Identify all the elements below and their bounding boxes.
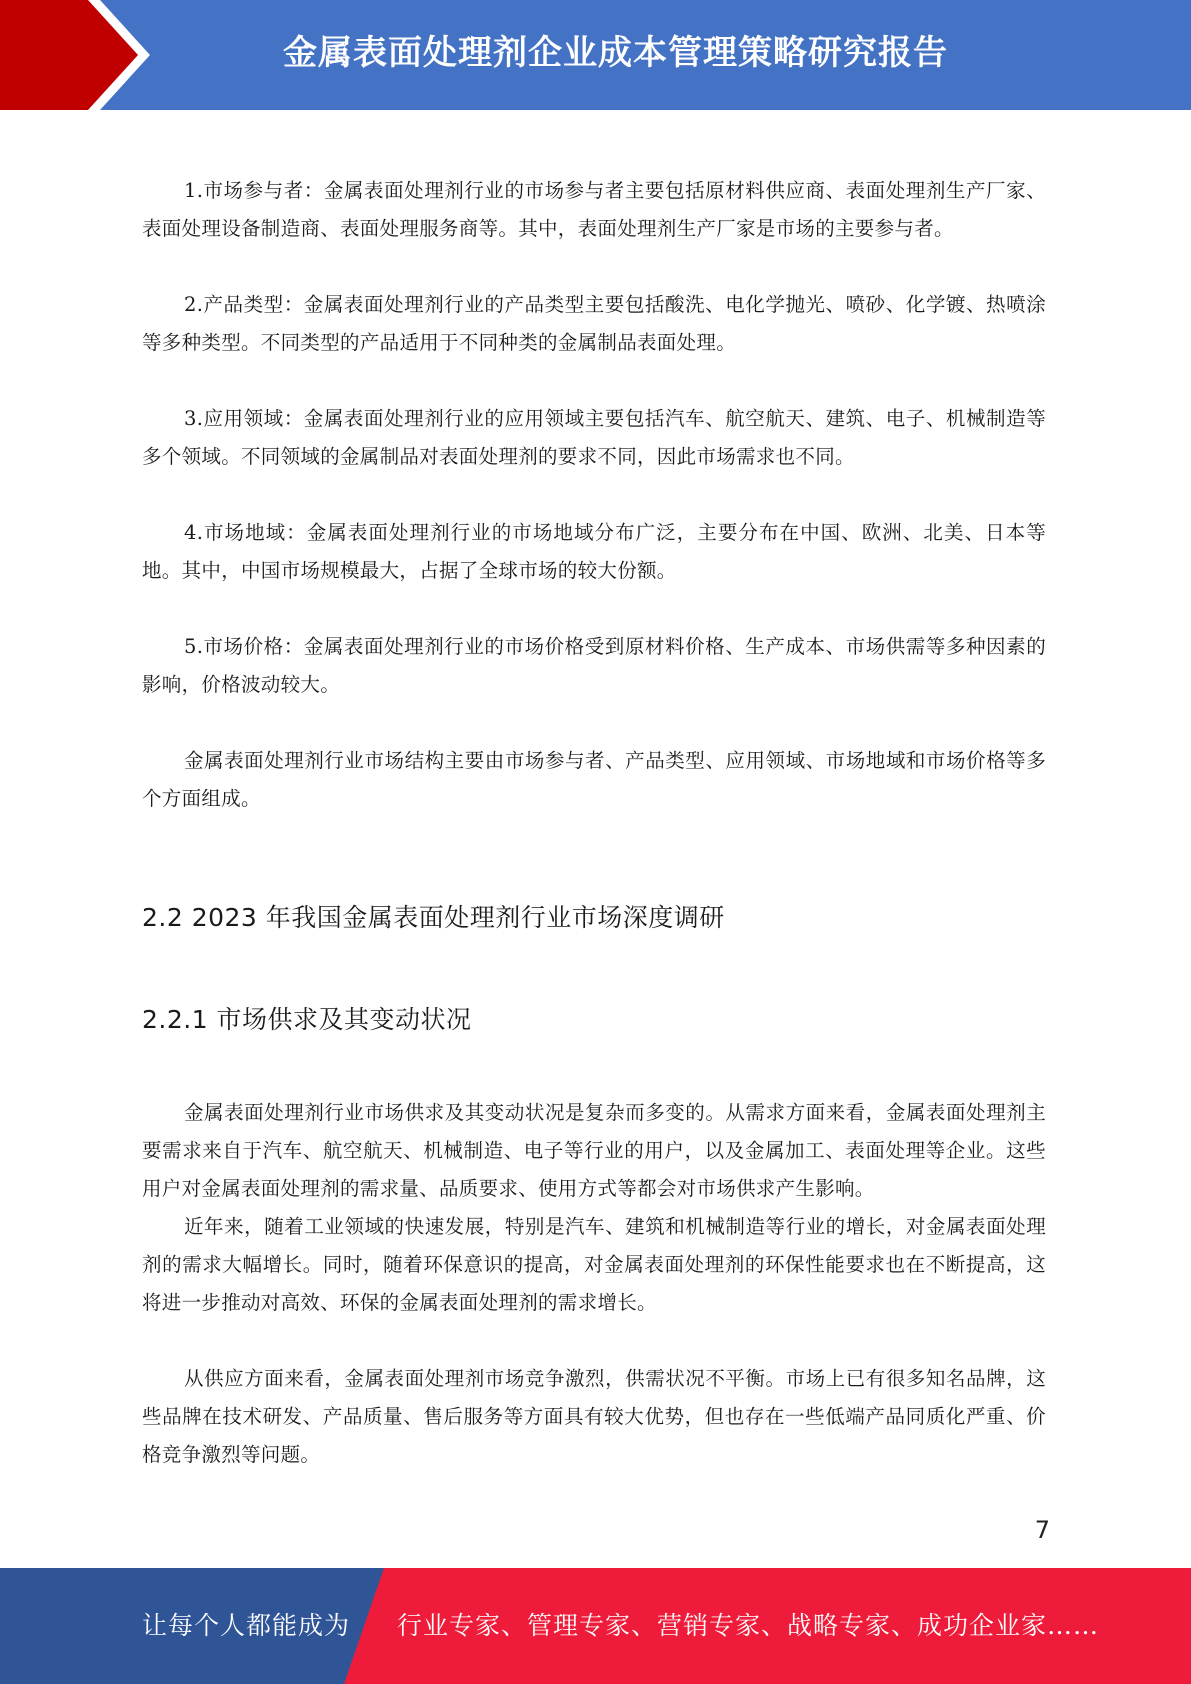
header-banner <box>0 0 1191 110</box>
section-heading: 2.2 2023 年我国金属表面处理剂行业市场深度调研 <box>142 903 725 932</box>
footer-slogan-left: 让每个人都能成为 <box>142 1611 351 1640</box>
subsection-heading: 2.2.1 市场供求及其变动状况 <box>142 1005 472 1034</box>
paragraph: 3.应用领域：金属表面处理剂行业的应用领域主要包括汽车、航空航天、建筑、电子、机械制造等多个领域。不同领域的金属制品对表面处理剂的要求不同，因此市场需求也不同。 <box>142 407 1046 468</box>
paragraph: 金属表面处理剂行业市场结构主要由市场参与者、产品类型、应用领域、市场地域和市场价格等多个方面组成。 <box>142 749 1046 810</box>
paragraph: 金属表面处理剂行业市场供求及其变动状况是复杂而多变的。从需求方面来看，金属表面处理剂主要需求来自于汽车、航空航天、机械制造、电子等行业的用户，以及金属加工、表面处理等企业。这些用户对金属表面处理剂的需求量、品质要求、使用方式等都会对市场供求产生影响。 <box>142 1101 1046 1200</box>
paragraph: 2.产品类型：金属表面处理剂行业的产品类型主要包括酸洗、电化学抛光、喷砂、化学镀、热喷涂等多种类型。不同类型的产品适用于不同种类的金属制品表面处理。 <box>142 293 1046 354</box>
page-number: 7 <box>1034 1516 1050 1544</box>
paragraph: 5.市场价格：金属表面处理剂行业的市场价格受到原材料价格、生产成本、市场供需等多种因素的影响，价格波动较大。 <box>142 635 1046 696</box>
paragraph: 从供应方面来看，金属表面处理剂市场竞争激烈，供需状况不平衡。市场上已有很多知名品牌，这些品牌在技术研发、产品质量、售后服务等方面具有较大优势，但也存在一些低端产品同质化严重、价格竞争激烈等问题。 <box>142 1367 1046 1466</box>
paragraph: 1.市场参与者：金属表面处理剂行业的市场参与者主要包括原材料供应商、表面处理剂生产厂家、表面处理设备制造商、表面处理服务商等。其中，表面处理剂生产厂家是市场的主要参与者。 <box>142 179 1046 240</box>
page-content <box>142 172 1046 1474</box>
footer-banner <box>0 1568 1191 1684</box>
paragraph: 4.市场地域：金属表面处理剂行业的市场地域分布广泛，主要分布在中国、欧洲、北美、日本等地。其中，中国市场规模最大，占据了全球市场的较大份额。 <box>142 521 1046 582</box>
document-title: 金属表面处理剂企业成本管理策略研究报告 <box>283 33 948 73</box>
paragraph: 近年来，随着工业领域的快速发展，特别是汽车、建筑和机械制造等行业的增长，对金属表面处理剂的需求大幅增长。同时，随着环保意识的提高，对金属表面处理剂的环保性能要求也在不断提高，这将进一步推动对高效、环保的金属表面处理剂的需求增长。 <box>142 1215 1046 1314</box>
footer-slogan-right: 行业专家、管理专家、营销专家、战略专家、成功企业家…… <box>397 1611 1100 1640</box>
